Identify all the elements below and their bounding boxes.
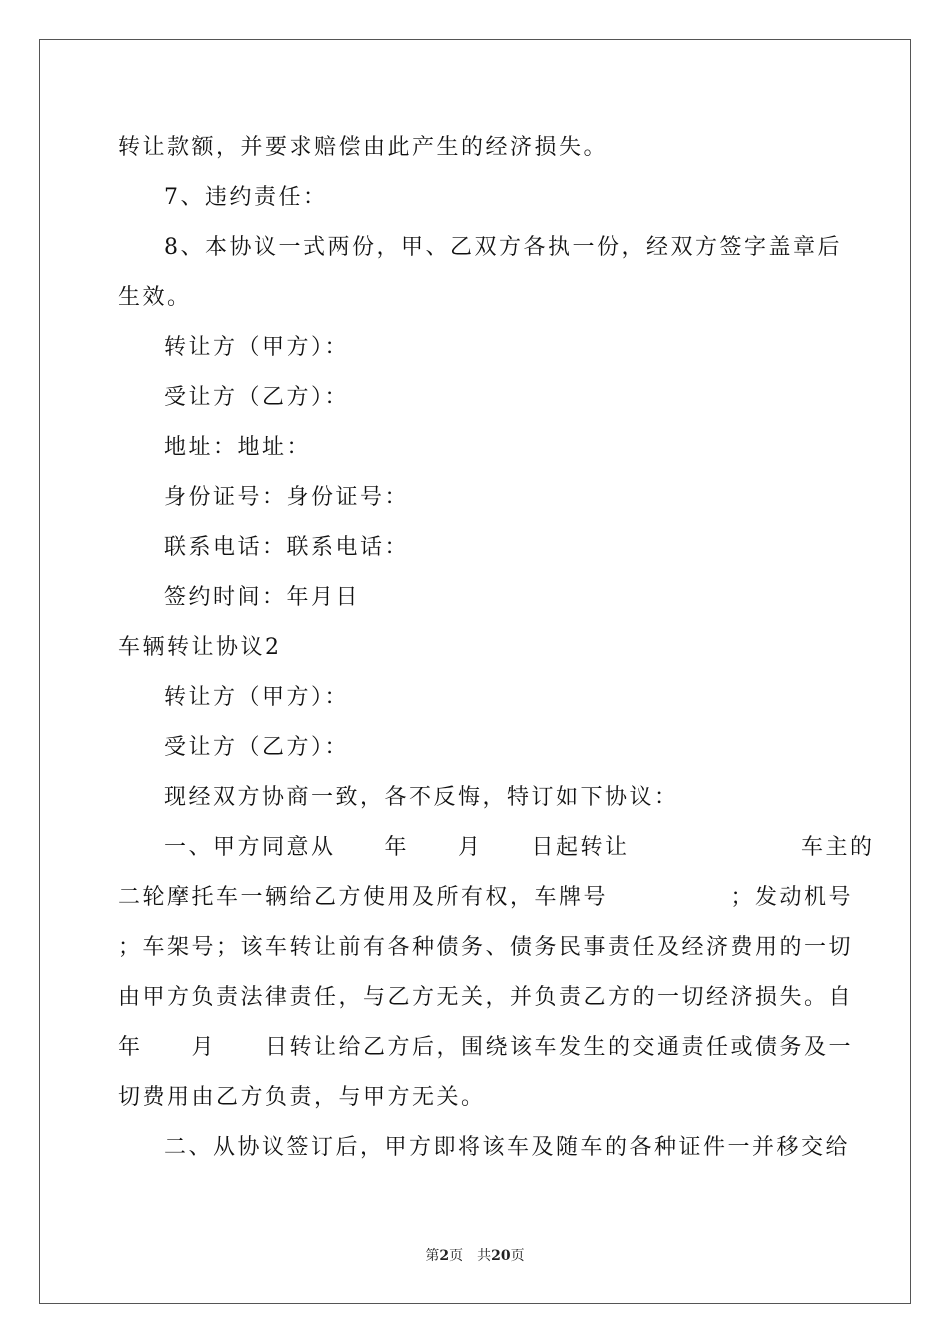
signature-field: 身份证号：身份证号：	[164, 485, 410, 510]
paragraph-line: 二、从协议签订后，甲方即将该车及随车的各种证件一并移交给	[164, 1135, 851, 1160]
paragraph-line: 一、甲方同意从 年 月 日起转让 车主的	[164, 835, 875, 860]
paragraph-line: ；车架号；该车转让前有各种债务、债务民事责任及经济费用的一切	[118, 935, 854, 960]
paragraph-line: 切费用由乙方负责，与甲方无关。	[118, 1085, 486, 1110]
signature-field: 转让方（甲方）：	[164, 335, 350, 360]
signature-field: 联系电话：联系电话：	[164, 535, 410, 560]
page-total: 20	[491, 1248, 511, 1264]
signature-field: 地址：地址：	[164, 435, 312, 460]
signature-field: 受让方（乙方）：	[164, 735, 350, 760]
paragraph-line: 现经双方协商一致，各不反悔，特订如下协议：	[164, 785, 679, 810]
page-suffix: 页	[449, 1248, 464, 1264]
signature-field: 受让方（乙方）：	[164, 385, 350, 410]
total-suffix: 页	[510, 1248, 525, 1264]
text-line: 生效。	[118, 285, 192, 310]
page-footer	[0, 1246, 950, 1266]
paragraph-line: 由甲方负责法律责任，与乙方无关，并负责乙方的一切经济损失。自	[118, 985, 854, 1010]
signature-field: 转让方（甲方）：	[164, 685, 350, 710]
clause-heading: 7、违约责任：	[164, 185, 328, 210]
total-prefix: 共	[477, 1248, 492, 1264]
paragraph-line: 8、本协议一式两份，甲、乙双方各执一份，经双方签字盖章后	[164, 235, 842, 260]
paragraph-line: 年 月 日转让给乙方后，围绕该车发生的交通责任或债务及一	[118, 1035, 854, 1060]
paragraph-line: 二轮摩托车一辆给乙方使用及所有权，车牌号 ；发动机号	[118, 885, 854, 910]
page-prefix: 第	[425, 1248, 440, 1264]
signature-field: 签约时间：年月日	[164, 585, 361, 610]
text-line: 转让款额，并要求赔偿由此产生的经济损失。	[118, 135, 609, 160]
page-border	[39, 39, 911, 1304]
section-title: 车辆转让协议2	[118, 635, 282, 660]
page-number: 2	[439, 1248, 450, 1264]
